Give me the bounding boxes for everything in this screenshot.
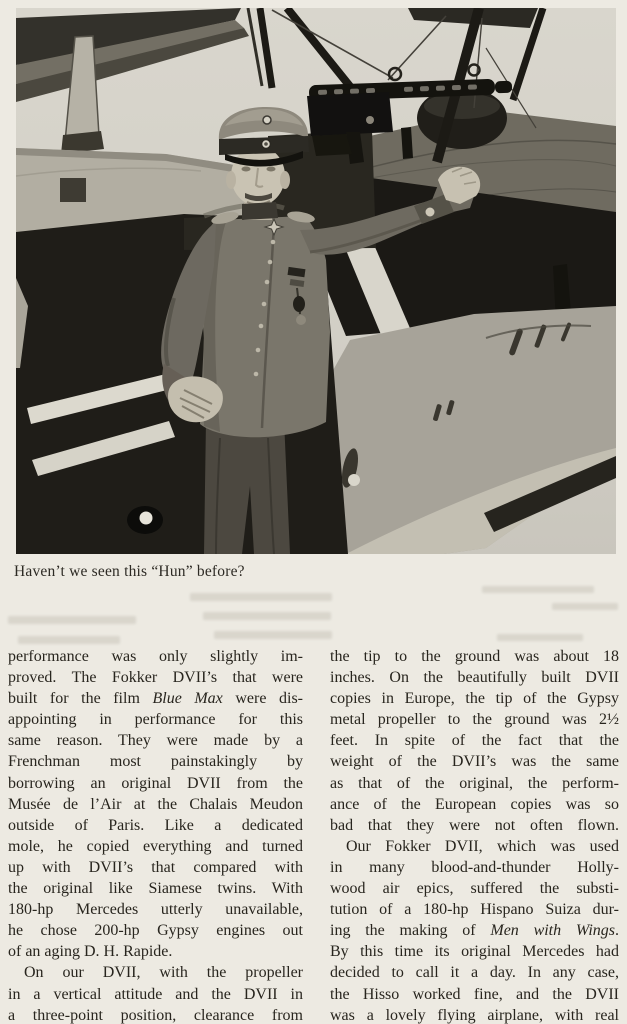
text-column-right [330, 646, 619, 1024]
text-line: built for the film Blue Max were dis- [8, 690, 304, 708]
text-line: in many blood-and-thunder Holly- [330, 858, 619, 876]
text-line: inches. On the beautifully built DVII [330, 669, 619, 687]
photo-illustration [16, 8, 616, 554]
ghost-text [497, 634, 583, 641]
text-line: bad that they were not often flown. [330, 816, 619, 834]
text-line: 180-hp Mercedes utterly unavailable, [8, 901, 303, 919]
text-line: borrowing an original DVII from the [8, 774, 303, 792]
text-line: ing the making of Men with Wings. [330, 922, 620, 940]
text-line: the original like Siamese twins. With [8, 880, 303, 898]
text-line: a three-point position, clearance from [8, 1006, 303, 1024]
ghost-text [214, 631, 332, 639]
text-line: wood air epics, suffered the substi- [330, 880, 619, 898]
text-line: Musée de l’Air at the Chalais Meudon [8, 795, 303, 813]
ghost-text [190, 593, 332, 601]
ghost-text [552, 603, 618, 610]
text-line: same reason. They were made by a [8, 732, 303, 750]
text-line: Our Fokker DVII, which was used [346, 837, 619, 855]
text-line: outside of Paris. Like a dedicated [8, 816, 303, 834]
text-line: the tip to the ground was about 18 [330, 648, 619, 665]
text-line: metal propeller to the ground was 2½ [330, 711, 619, 729]
text-line: proved. The Fokker DVII’s that were [8, 669, 303, 687]
ghost-text [18, 636, 120, 644]
text-line: By this time its original Mercedes had [330, 943, 619, 961]
text-column-left [8, 646, 303, 1024]
text-line: he chose 200-hp Gypsy engines out [8, 922, 303, 940]
text-line: decided to call it a day. In any case, [330, 964, 619, 982]
photo-caption: Haven’t we seen this “Hun” before? [14, 563, 245, 580]
text-line: ance of the European copies was so [330, 795, 619, 813]
text-line: up with DVII’s that compared with [8, 858, 303, 876]
text-line: weight of the DVII’s was the same [330, 753, 619, 771]
ghost-text [203, 612, 331, 620]
text-line: tution of a 180-hp Hispano Suiza dur- [330, 901, 619, 919]
text-line: copies in Europe, the tip of the Gypsy [330, 690, 619, 708]
text-line: of an aging D. H. Rapide. [8, 943, 173, 961]
text-line: performance was only slightly im- [8, 648, 303, 665]
ghost-text [8, 616, 136, 624]
ghost-text [482, 586, 594, 593]
text-line: as that of the original, the perform- [330, 774, 619, 792]
text-line: was a lovely flying airplane, with real [330, 1006, 619, 1024]
text-line: mole, he copied everything and turned [8, 837, 303, 855]
photo-fokker-dvii-pilot [16, 8, 616, 554]
text-line: On our DVII, with the propeller [24, 964, 303, 982]
text-line: in a vertical attitude and the DVII in [8, 985, 303, 1003]
text-line: the Hisso worked fine, and the DVII [330, 985, 619, 1003]
text-line: appointing in performance for this [8, 711, 303, 729]
text-line: Frenchman most painstakingly by [8, 753, 303, 771]
text-line: feet. In spite of the fact that the [330, 732, 619, 750]
